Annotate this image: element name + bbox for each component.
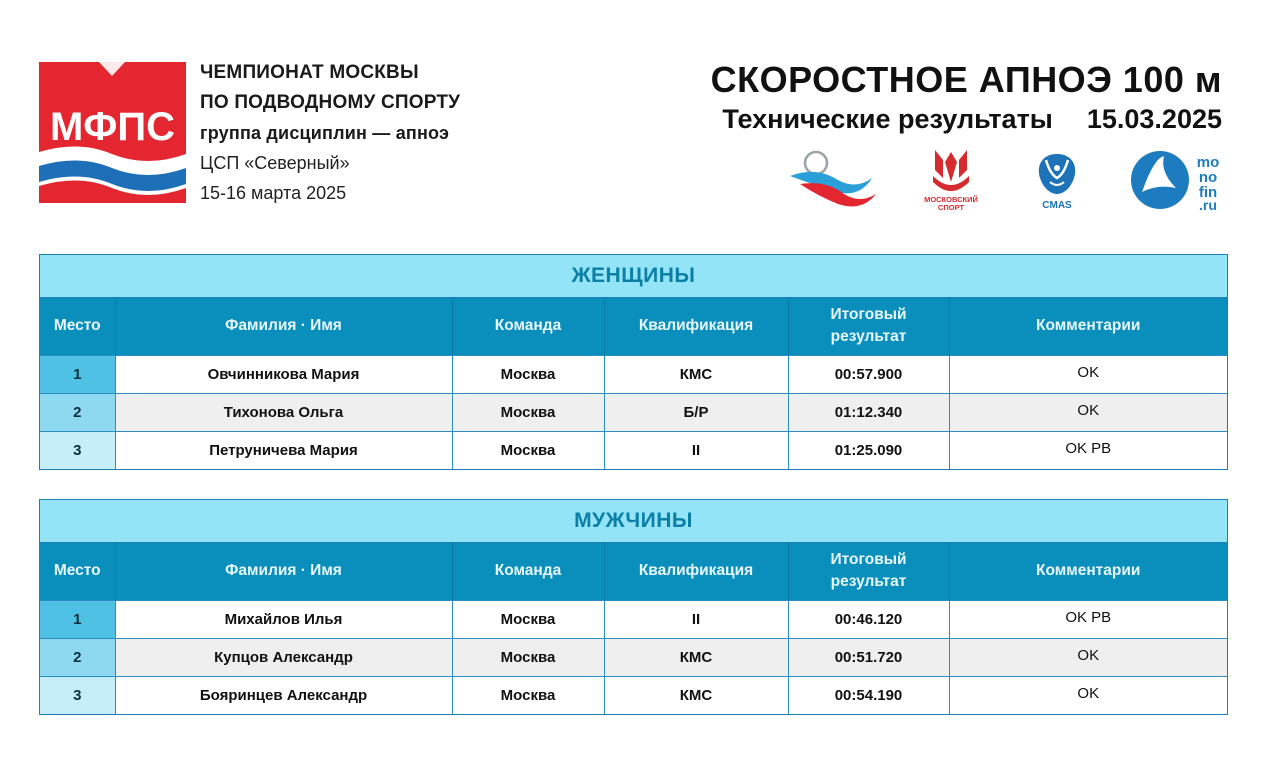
result-cell: 00:57.900 (788, 355, 949, 393)
mfps-logo (39, 62, 186, 203)
col-name: Фамилия · Имя (115, 298, 452, 355)
comment-cell: OK (949, 393, 1227, 431)
cmas-text: CMAS (1042, 200, 1072, 211)
col-comment: Комментарии (949, 298, 1227, 355)
cmas-logo (1032, 148, 1082, 212)
name-cell: Овчинникова Мария (115, 355, 452, 393)
col-name: Фамилия · Имя (115, 543, 452, 600)
qualification-cell: КМС (604, 676, 788, 714)
event-dates: 15-16 марта 2025 (200, 183, 347, 203)
qualification-cell: II (604, 600, 788, 638)
col-team: Команда (452, 298, 604, 355)
comment-cell: OK (949, 676, 1227, 714)
team-cell: Москва (452, 638, 604, 676)
women-section-title: ЖЕНЩИНЫ (40, 255, 1227, 298)
table-row (40, 676, 1227, 714)
team-cell: Москва (452, 431, 604, 469)
moscow-sport-text-2: СПОРТ (937, 203, 965, 212)
place-cell: 2 (40, 638, 115, 676)
venue: ЦСП «Северный» (200, 153, 350, 173)
monofin-text-1: mo (1196, 154, 1220, 171)
team-cell: Москва (452, 676, 604, 714)
team-cell: Москва (452, 600, 604, 638)
col-team: Команда (452, 543, 604, 600)
men-section-title: МУЖЧИНЫ (40, 500, 1227, 543)
name-cell: Тихонова Ольга (115, 393, 452, 431)
results-date: 15.03.2025 (1086, 104, 1222, 134)
comment-cell: OK (949, 638, 1227, 676)
team-cell: Москва (452, 355, 604, 393)
result-cell: 00:51.720 (788, 638, 949, 676)
results-subtitle: Технические результаты (722, 104, 1053, 134)
col-qualification: Квалификация (604, 298, 788, 355)
table-row (40, 600, 1227, 638)
col-result: Итоговый результат (788, 298, 949, 355)
event-title: СКОРОСТНОЕ АПНОЭ 100 м (710, 59, 1222, 100)
table-row (40, 638, 1227, 676)
col-result: Итоговый результат (788, 543, 949, 600)
col-comment: Комментарии (949, 543, 1227, 600)
swimmer-wave-logo (786, 150, 878, 210)
name-cell: Петруничева Мария (115, 431, 452, 469)
monofin-text-3: fin (1198, 184, 1218, 201)
col-qualification: Квалификация (604, 543, 788, 600)
monofin-text-2: no (1198, 169, 1218, 186)
col-place: Место (40, 543, 115, 600)
qualification-cell: КМС (604, 638, 788, 676)
result-cell: 01:25.090 (788, 431, 949, 469)
name-cell: Купцов Александр (115, 638, 452, 676)
championship-subtitle: ПО ПОДВОДНОМУ СПОРТУ (200, 92, 461, 113)
comment-cell: OK РВ (949, 600, 1227, 638)
result-cell: 00:46.120 (788, 600, 949, 638)
result-cell: 01:12.340 (788, 393, 949, 431)
place-cell: 1 (40, 355, 115, 393)
table-header-row (40, 298, 1227, 355)
discipline-group: группа дисциплин — апноэ (200, 123, 450, 143)
place-cell: 3 (40, 431, 115, 469)
partner-logos (780, 146, 1230, 216)
place-cell: 1 (40, 600, 115, 638)
event-title-block (711, 58, 1222, 136)
place-cell: 3 (40, 676, 115, 714)
qualification-cell: II (604, 431, 788, 469)
championship-title: ЧЕМПИОНАТ МОСКВЫ (200, 62, 419, 83)
moscow-sport-text-1: МОСКОВСКИЙ (924, 195, 978, 204)
table-row (40, 431, 1227, 469)
table-header-row (40, 543, 1227, 600)
place-cell: 2 (40, 393, 115, 431)
table-row (40, 355, 1227, 393)
monofin-text-4: .ru (1199, 197, 1217, 213)
organizer-block (200, 58, 460, 208)
name-cell: Бояринцев Александр (115, 676, 452, 714)
men-results-table (39, 499, 1228, 715)
name-cell: Михайлов Илья (115, 600, 452, 638)
col-place: Место (40, 298, 115, 355)
table-row (40, 393, 1227, 431)
result-cell: 00:54.190 (788, 676, 949, 714)
team-cell: Москва (452, 393, 604, 431)
qualification-cell: КМС (604, 355, 788, 393)
comment-cell: OK РВ (949, 431, 1227, 469)
women-results-table (39, 254, 1228, 470)
moscow-sport-logo (924, 148, 978, 212)
comment-cell: OK (949, 355, 1227, 393)
qualification-cell: Б/Р (604, 393, 788, 431)
mfps-logo-text: МФПС (49, 105, 176, 149)
monofin-logo (1130, 148, 1225, 212)
